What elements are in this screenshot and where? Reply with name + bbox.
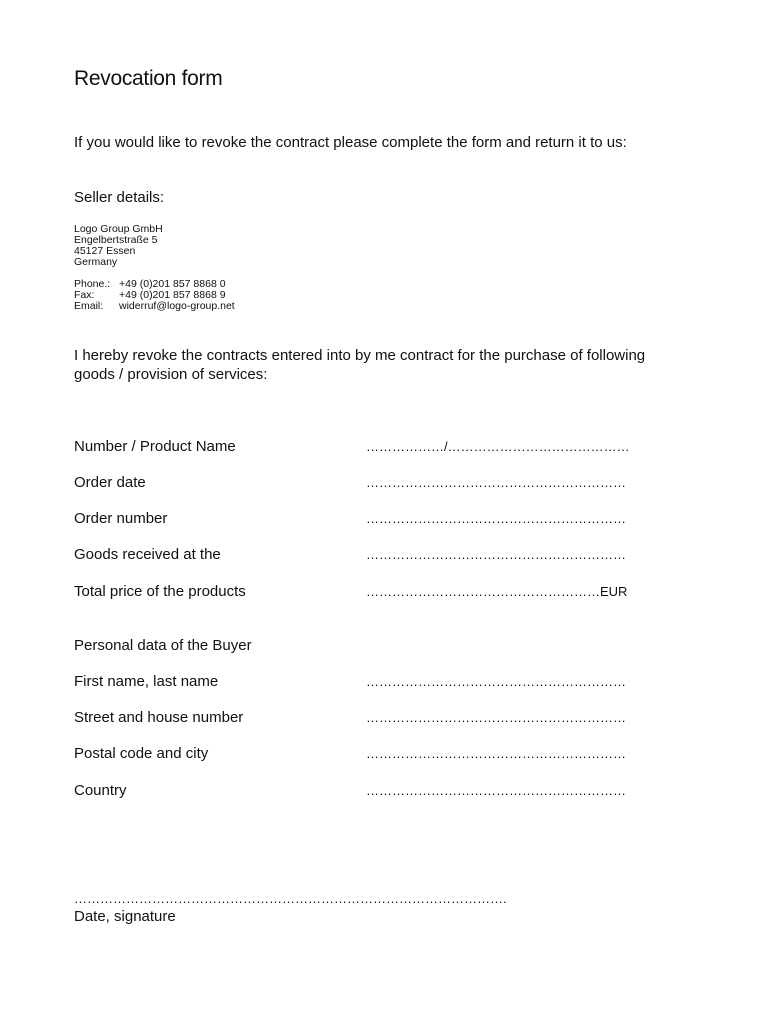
seller-contact-labels [74,279,110,312]
page-title: Revocation form [74,67,223,90]
phone-value: +49 (0)201 857 8868 0 [119,278,226,290]
seller-city: 45127 Essen [74,245,136,257]
fax-label: Fax: [74,289,95,301]
buyer-country-field[interactable]: …………………………………………………… [366,783,626,798]
signature-label: Date, signature [74,908,176,925]
buyer-heading: Personal data of the Buyer [74,637,252,654]
buyer-street-label: Street and house number [74,709,244,726]
total-price-field[interactable]: ………………………………………………EUR [366,584,628,599]
total-price-label: Total price of the products [74,583,246,600]
seller-heading: Seller details: [74,189,165,206]
phone-label: Phone.: [74,278,111,290]
signature-field[interactable]: ………………………………………………………………………………………. [74,891,507,906]
order-date-field[interactable]: …………………………………………………… [366,475,626,490]
seller-contact-values [119,279,235,312]
order-date-label: Order date [74,474,146,491]
buyer-country-label: Country [74,782,127,799]
order-number-label: Order number [74,510,168,527]
email-value: widerruf@logo-group.net [119,300,235,312]
goods-received-field[interactable]: …………………………………………………… [366,547,626,562]
seller-country: Germany [74,256,118,268]
fax-value: +49 (0)201 857 8868 9 [119,289,226,301]
buyer-street-field[interactable]: …………………………………………………… [366,710,626,725]
seller-company: Logo Group GmbH [74,223,163,235]
seller-address [74,224,163,268]
order-number-field[interactable]: …………………………………………………… [366,511,626,526]
buyer-name-field[interactable]: …………………………………………………… [366,674,626,689]
buyer-name-label: First name, last name [74,673,219,690]
seller-street: Engelbertstraße 5 [74,234,158,246]
email-label: Email: [74,300,104,312]
buyer-postal-field[interactable]: …………………………………………………… [366,746,626,761]
intro-text: If you would like to revoke the contract please complete the form and return it to us: [74,134,627,151]
revoke-statement: I hereby revoke the contracts entered into by me contract for the purchase of following goods / provision of services: [74,347,646,383]
product-name-field[interactable]: ………………/…………………………………… [366,439,630,454]
buyer-postal-label: Postal code and city [74,745,209,762]
goods-received-label: Goods received at the [74,546,221,563]
product-name-label: Number / Product Name [74,438,236,455]
